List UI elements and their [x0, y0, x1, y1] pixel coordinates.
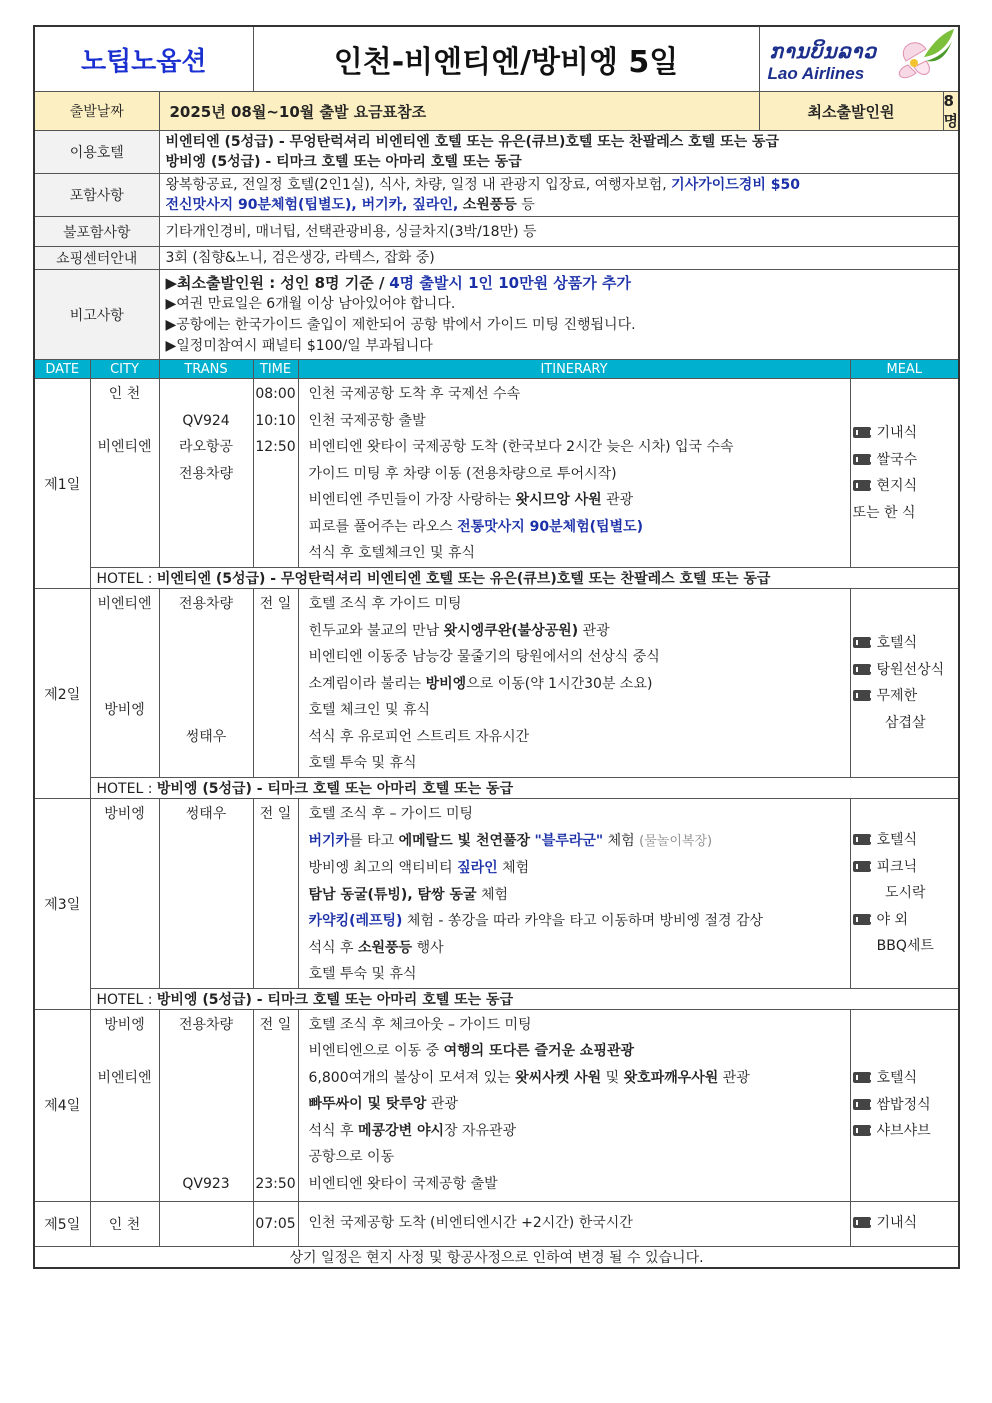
day-2-city: 비엔티엔: [97, 596, 152, 612]
meal-icon: [853, 637, 871, 648]
day-5-city: 인 천: [90, 1201, 159, 1246]
airline-name: Lao Airlines: [767, 64, 865, 83]
day-1-vehicle: 전용차량: [178, 465, 234, 482]
itinerary-highlight: 왓시엥쿠완(불상공원): [443, 622, 579, 639]
itinerary-highlight: 메콩강변 야시: [358, 1122, 445, 1139]
col-trans: TRANS: [159, 360, 253, 379]
itinerary-text: 장 자유관광: [444, 1122, 517, 1139]
shop-label: 쇼핑센터안내: [34, 247, 159, 270]
hotel-row: [34, 131, 959, 174]
meal-icon: [853, 454, 871, 465]
meal-icon: [853, 1072, 871, 1083]
day-1-label: 제1일: [34, 379, 90, 589]
meal-item: 호텔식: [876, 635, 918, 651]
itinerary-text: 행사: [416, 939, 444, 956]
itinerary-highlight: 에메랄드 빛 천연풀장: [398, 832, 531, 849]
itinerary-text: 6,800여개의 불상이 모셔져 있는: [308, 1069, 511, 1086]
itinerary-highlight: 탐남 동굴(튜빙), 탐쌍 동굴: [308, 886, 477, 903]
itinerary-text: 체험 - 쏭강을 따라 카약을 타고 이동하며 방비엥 절경 감상: [406, 913, 764, 929]
day-1-row: [34, 379, 959, 568]
itinerary-text: 비엔티엔으로 이동 중: [308, 1043, 440, 1059]
itinerary-text: 힌두교와 불교의 만남: [308, 622, 440, 639]
shop-row: [34, 247, 959, 270]
day-5-row: [34, 1201, 959, 1246]
meal-icon: [853, 914, 871, 925]
meal-icon: [853, 861, 871, 872]
meal-item: 삼겹살: [884, 714, 926, 731]
itinerary-line: 호텔 투숙 및 휴식: [308, 755, 417, 771]
itinerary-text: 방비엥 최고의 액티비티: [308, 860, 453, 876]
itinerary-line: 비엔티엔 이동중 남능강 물줄기의 탕원에서의 선상식 중식: [308, 649, 660, 665]
itinerary-text: 소계림이라 불리는: [308, 675, 422, 692]
note-1-highlight: 4명 출발시 1인 10만원 상품가 추가: [389, 273, 631, 292]
meal-icon: [853, 480, 871, 491]
itinerary-text: 체험: [480, 886, 509, 903]
header-row: [34, 26, 959, 92]
footer-row: [34, 1246, 959, 1268]
itinerary-table: [33, 25, 960, 1269]
meal-icon: [853, 664, 871, 675]
itinerary-text: 관광: [582, 622, 610, 639]
day-2-label: 제2일: [34, 589, 90, 799]
itinerary-line: 인천 국제공항 도착 (비엔티엔시간 +2시간) 한국시간: [298, 1201, 850, 1246]
hotel-label: 이용호텔: [34, 131, 159, 174]
itinerary-line: 인천 국제공항 출발: [308, 412, 426, 429]
min-label: 최소출발인원: [760, 92, 944, 130]
col-itinerary: ITINERARY: [298, 360, 850, 379]
meal-item: 샤브샤브: [876, 1123, 931, 1140]
itinerary-text: 석식 후: [308, 1122, 354, 1139]
day-5-label: 제5일: [34, 1201, 90, 1246]
notes-row: [34, 270, 959, 360]
meal-item: 무제한: [876, 688, 918, 704]
meal-item: 야 외: [876, 911, 909, 928]
page-title: 인천-비엔티엔/방비엥 5일: [253, 26, 759, 92]
day-4-vehicle: 전용차량: [178, 1016, 234, 1033]
day-2-vehicle: 전용차량: [178, 596, 234, 612]
meal-icon: [853, 1099, 871, 1110]
itinerary-text: 체험: [607, 832, 635, 849]
itinerary-highlight: 왓호파깨우사원: [623, 1069, 719, 1086]
itinerary-line: 가이드 미팅 후 차량 이동 (전용차량으로 투어시작): [308, 465, 617, 482]
itinerary-text: 관광: [606, 492, 634, 508]
day-1-hotel-row: [34, 568, 959, 589]
day-3-time: 전 일: [259, 806, 292, 822]
itinerary-line: 호텔 조식 후 체크아웃 – 가이드 미팅: [308, 1016, 532, 1033]
hotel-line-2: 방비엥 (5성급) - 티마크 호텔 또는 아마리 호텔 또는 동급: [165, 154, 522, 170]
include-text-2: 전신맛사지 90분체험(팁별도), 버기카, 짚라인,: [165, 197, 459, 213]
include-label: 포함사항: [34, 174, 159, 217]
itinerary-text: 피로를 풀어주는 라오스: [308, 518, 453, 535]
itinerary-line: 호텔 체크인 및 휴식: [308, 702, 431, 718]
itinerary-line: 비엔티엔 왓타이 국제공항 출발: [308, 1175, 498, 1192]
hotel-line-1: 비엔티엔 (5성급) - 무엉탄럭셔리 비엔티엔 호텔 또는 유은(큐브)호텔 또는 찬팔레스 호텔 또는 동급: [165, 134, 780, 150]
itinerary-highlight: "블루라군": [534, 832, 604, 849]
exclude-row: [34, 217, 959, 247]
day-1-flight: QV924: [182, 412, 230, 429]
meal-item: 호텔식: [876, 1070, 918, 1087]
day-4-row: [34, 1009, 959, 1201]
itinerary-highlight: 왓시므앙 사원: [515, 492, 602, 508]
include-lantern: 소원풍등: [462, 197, 517, 213]
itinerary-line: 석식 후 유로피언 스트리트 자유시간: [308, 728, 530, 745]
day-1-hotel: 비엔티엔 (5성급) - 무엉탄럭셔리 비엔티엔 호텔 또는 유은(큐브)호텔 또는 찬팔레스 호텔 또는 동급: [156, 571, 771, 587]
meal-item: 쌈밥정식: [876, 1096, 931, 1113]
itinerary-highlight: 방비엥: [425, 675, 467, 692]
itinerary-text: 석식 후: [308, 939, 354, 956]
include-guide-fee: 기사가이드경비 $50: [671, 177, 800, 193]
hotel-prefix: HOTEL :: [96, 781, 153, 797]
itinerary-document: [33, 25, 958, 1269]
brand-title: 노팁노옵션: [34, 26, 253, 92]
note-4: ▶일정미참여시 패널티 $100/일 부과됩니다: [165, 337, 433, 354]
frangipani-icon: [886, 27, 956, 89]
itinerary-text: 및: [605, 1069, 620, 1086]
airline-logo: [759, 26, 959, 92]
note-3: ▶공항에는 한국가이드 출입이 제한되어 공항 밖에서 가이드 미팅 진행됩니다.: [165, 316, 636, 333]
day-2-vehicle: 썽태우: [185, 728, 227, 745]
itinerary-text: 체험: [502, 860, 530, 876]
meal-item: 피크닉: [876, 858, 918, 875]
day-1-city: 인 천: [108, 386, 141, 402]
meal-item: 기내식: [876, 425, 918, 441]
itinerary-text: 비엔티엔 주민들이 가장 사랑하는: [308, 492, 512, 508]
day-2-city: 방비엥: [104, 702, 145, 718]
itinerary-highlight: 전통맛사지 90분체험(팁별도): [457, 518, 644, 535]
itinerary-line: 공항으로 이동: [308, 1149, 395, 1165]
itinerary-highlight: 소원풍등: [358, 939, 413, 956]
exclude-label: 불포함사항: [34, 217, 159, 247]
note-1-text: ▶최소출발인원 : 성인 8명 기준 /: [165, 273, 385, 292]
departure-value: 2025년 08월~10월 출발 요금표참조: [159, 92, 759, 131]
meal-icon: [853, 427, 871, 438]
itinerary-line: 석식 후 호텔체크인 및 휴식: [308, 545, 476, 561]
day-1-time: 12:50: [255, 439, 296, 455]
include-etc: 등: [521, 197, 535, 213]
itinerary-highlight: 카약킹(레프팅): [308, 913, 403, 929]
shop-value: 3회 (침향&노니, 검은생강, 라텍스, 잡화 중): [159, 247, 959, 270]
day-1-time: 10:10: [255, 412, 296, 429]
itinerary-text: 으로 이동(약 1시간30분 소요): [466, 675, 653, 692]
meal-item: BBQ세트: [876, 938, 934, 954]
hotel-prefix: HOTEL :: [96, 991, 153, 1008]
day-4-city: 비엔티엔: [97, 1069, 152, 1086]
meal-item: 또는 한 식: [852, 504, 916, 521]
day-2-hotel: 방비엥 (5성급) - 티마크 호텔 또는 아마리 호텔 또는 동급: [156, 781, 514, 797]
meal-icon: [853, 1217, 871, 1228]
col-meal: MEAL: [850, 360, 959, 379]
meal-item: 호텔식: [876, 832, 918, 848]
meal-icon: [853, 690, 871, 701]
itinerary-highlight: 왓씨사켓 사원: [515, 1069, 602, 1086]
day-1-city: 비엔티엔: [97, 439, 152, 455]
day-5-time: 07:05: [253, 1201, 298, 1246]
col-city: CITY: [90, 360, 159, 379]
itinerary-line: 비엔티엔 왓타이 국제공항 도착 (한국보다 2시간 늦은 시차) 입국 수속: [308, 439, 734, 455]
departure-label: 출발날짜: [34, 92, 159, 131]
day-3-label: 제3일: [34, 799, 90, 1010]
notes-label: 비고사항: [34, 270, 159, 360]
itinerary-text: 를 타고: [349, 832, 395, 849]
day-3-hotel-row: [34, 988, 959, 1009]
itinerary-line: 호텔 투숙 및 휴식: [308, 966, 417, 982]
summary-row: [34, 92, 959, 131]
day-3-city: 방비엥: [104, 806, 145, 822]
day-2-time: 전 일: [259, 596, 292, 612]
exclude-value: 기타개인경비, 매너팁, 선택관광비용, 싱글차지(3박/18만) 등: [159, 217, 959, 247]
meal-item: 현지식: [876, 478, 918, 494]
day-4-city: 방비엥: [104, 1016, 145, 1033]
itinerary-highlight: 짚라인: [457, 860, 498, 876]
column-header-row: [34, 360, 959, 379]
note-2: ▶여권 만료일은 6개월 이상 남아있어야 합니다.: [165, 295, 456, 312]
col-date: DATE: [34, 360, 90, 379]
footer-notice: 상기 일정은 현지 사정 및 항공사정으로 인하여 변경 될 수 있습니다.: [34, 1246, 959, 1268]
day-3-row: [34, 799, 959, 989]
include-row: [34, 174, 959, 217]
itinerary-line: 인천 국제공항 도착 후 국제선 수속: [308, 386, 521, 402]
meal-icon: [853, 1125, 871, 1136]
itinerary-text: 관광: [722, 1069, 750, 1086]
day-3-vehicle: 썽태우: [185, 806, 227, 822]
itinerary-text: 관광: [430, 1096, 458, 1112]
day-1-airline: 라오항공: [178, 439, 234, 455]
itinerary-highlight: 버기카: [308, 832, 350, 849]
day-2-row: [34, 589, 959, 778]
day-4-time: 전 일: [259, 1016, 292, 1033]
day-2-hotel-row: [34, 778, 959, 799]
include-text-1: 왕복항공료, 전일정 호텔(2인1실), 식사, 차량, 일정 내 관광지 입장료, 여행자보험,: [165, 177, 667, 193]
hotel-prefix: HOTEL :: [96, 571, 153, 587]
col-time: TIME: [253, 360, 298, 379]
day-4-time: 23:50: [255, 1175, 296, 1192]
itinerary-line: 호텔 조식 후 가이드 미팅: [308, 596, 462, 612]
itinerary-note: (물놀이복장): [639, 833, 713, 849]
airline-script: ການບິນລາວ: [769, 39, 877, 63]
meal-item: 쌀국수: [876, 451, 918, 468]
meal-item: 탕원선상식: [876, 661, 945, 678]
min-value: 8명: [943, 91, 959, 130]
meal-item: 기내식: [876, 1215, 918, 1232]
day-4-flight: QV923: [182, 1175, 230, 1192]
itinerary-highlight: 여행의 또다른 즐거운 쇼핑관광: [443, 1043, 635, 1059]
meal-item: 도시락: [884, 885, 926, 901]
day-4-label: 제4일: [34, 1009, 90, 1201]
day-1-time: 08:00: [255, 386, 296, 402]
day-3-hotel: 방비엥 (5성급) - 티마크 호텔 또는 아마리 호텔 또는 동급: [156, 991, 514, 1008]
itinerary-line: 호텔 조식 후 – 가이드 미팅: [308, 806, 474, 822]
meal-icon: [853, 834, 871, 845]
itinerary-highlight: 빠뚜싸이 및 탓루앙: [308, 1096, 427, 1112]
